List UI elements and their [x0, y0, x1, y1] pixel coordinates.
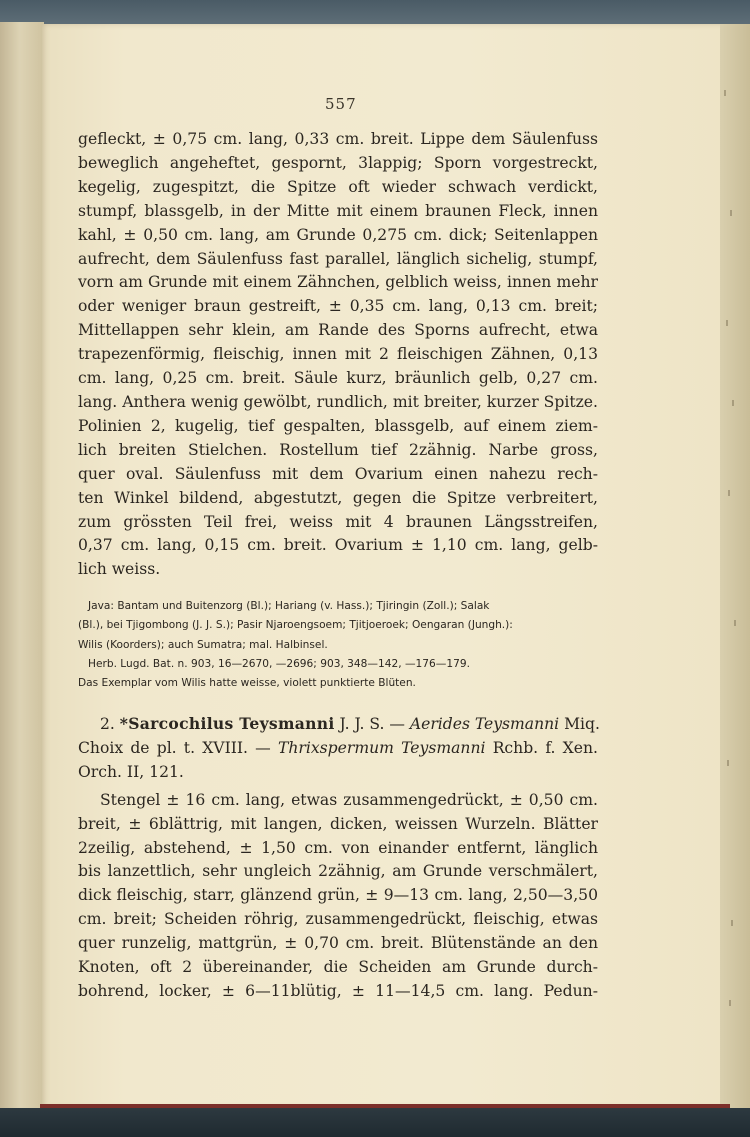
- description-paragraph-2: [78, 789, 598, 1004]
- text-line: lich breiten Stielchen. Rostellum tief 2zähnig. Narbe gross,: [78, 440, 598, 459]
- book-gutter: [0, 22, 44, 1112]
- herbarium-line: Herb. Lugd. Bat. n. 903, 16—2670, —2696; 903, 348—142, —176—179.: [88, 657, 470, 670]
- synonym-author: Miq.: [564, 715, 600, 733]
- text-line: ten Winkel bildend, abgestutzt, gegen die Spitze verbreitert,: [78, 488, 598, 507]
- text-line: breit, ± 6blättrig, mit langen, dicken, weissen Wurzeln. Blätter: [78, 814, 598, 833]
- text-line: kegelig, zugespitzt, die Spitze oft wieder schwach verdickt,: [78, 177, 598, 196]
- text-line: trapezenförmig, fleischig, innen mit 2 fleischigen Zähnen, 0,13: [78, 345, 598, 364]
- species-entry-2: [78, 712, 598, 1004]
- heading-line-3: Orch. II, 121.: [78, 762, 184, 781]
- top-edge-shadow: [0, 0, 750, 26]
- distribution-notes: [78, 597, 598, 693]
- distribution-line: (Bl.), bei Tjigombong (J. J. S.); Pasir Njaroengsoem; Tjitjoeroek; Oengaran (Jungh.):: [78, 619, 513, 632]
- text-line: zum grössten Teil frei, weiss mit 4 braunen Längsstreifen,: [78, 512, 598, 531]
- text-line: aufrecht, dem Säulenfuss fast parallel, länglich sichelig, stumpf,: [78, 249, 598, 268]
- text-line: gefleckt, ± 0,75 cm. lang, 0,33 cm. breit. Lippe dem Säulenfuss: [78, 130, 598, 148]
- reference-text: Rchb. f. Xen.: [492, 738, 598, 757]
- text-line: cm. lang, 0,25 cm. breit. Säule kurz, bräunlich gelb, 0,27 cm.: [78, 369, 598, 388]
- synonym-name: Aerides Teysmanni: [409, 715, 560, 733]
- text-line: quer runzelig, mattgrün, ± 0,70 cm. breit. Blütenstände an den: [78, 934, 598, 953]
- text-line: bis lanzettlich, sehr ungleich 2zähnig, am Grunde verschmälert,: [78, 862, 598, 881]
- text-line: stumpf, blassgelb, in der Mitte mit einem braunen Fleck, innen: [78, 201, 598, 220]
- text-line: Stengel ± 16 cm. lang, etwas zusammengedrückt, ± 0,50 cm.: [100, 790, 598, 809]
- page-number: 557: [325, 95, 357, 113]
- species-author: J. J. S. —: [339, 715, 405, 733]
- text-line: Mittellappen sehr klein, am Rande des Sporns aufrecht, etwa: [78, 321, 598, 340]
- distribution-line: Wilis (Koorders); auch Sumatra; mal. Halbinsel.: [78, 638, 328, 651]
- flower-note-line: Das Exemplar vom Wilis hatte weisse, violett punktierte Blüten.: [78, 677, 416, 690]
- text-line: Polinien 2, kugelig, tief gespalten, blassgelb, auf einem ziem-: [78, 416, 598, 435]
- text-line: Knoten, oft 2 übereinander, die Scheiden am Grunde durch-: [78, 958, 598, 977]
- text-line: kahl, ± 0,50 cm. lang, am Grunde 0,275 cm. dick; Seitenlappen: [78, 225, 598, 244]
- text-line: lang. Anthera wenig gewölbt, rundlich, mit breiter, kurzer Spitze.: [78, 392, 598, 411]
- description-paragraph-1: [78, 128, 598, 582]
- text-line: quer oval. Säulenfuss mit dem Ovarium einen nahezu rech-: [78, 464, 598, 483]
- heading-line-2: [78, 737, 598, 761]
- bottom-edge-shadow: [0, 1108, 750, 1137]
- distribution-line: Java: Bantam und Buitenzorg (Bl.); Hariang (v. Hass.); Tjiringin (Zoll.); Salak: [88, 600, 490, 612]
- text-line: dick fleischig, starr, glänzend grün, ± 9—13 cm. lang, 2,50—3,50: [78, 886, 598, 905]
- text-line: 2zeilig, abstehend, ± 1,50 cm. von einander entfernt, länglich: [78, 838, 598, 857]
- text-line: oder weniger braun gestreift, ± 0,35 cm. lang, 0,13 cm. breit;: [78, 297, 598, 316]
- text-line: beweglich angeheftet, gespornt, 3lappig; Sporn vorgestreckt,: [78, 153, 598, 172]
- margin-specks: [724, 60, 744, 1060]
- text-line: bohrend, locker, ± 6—11blütig, ± 11—14,5 cm. lang. Pedun-: [78, 981, 598, 1000]
- species-heading: [78, 712, 600, 737]
- species-name: *Sarcochilus Teysmanni: [119, 714, 335, 733]
- species-number: 2.: [99, 715, 115, 733]
- text-line: lich weiss.: [78, 560, 161, 579]
- synonym-name: Thrixspermum Teysmanni: [277, 738, 486, 757]
- reference-text: Choix de pl. t. XVIII. —: [78, 738, 271, 757]
- text-line: 0,37 cm. lang, 0,15 cm. breit. Ovarium ± 1,10 cm. lang, gelb-: [78, 536, 598, 555]
- text-line: vorn am Grunde mit einem Zähnchen, gelblich weiss, innen mehr: [78, 273, 598, 292]
- text-line: cm. breit; Scheiden röhrig, zusammengedrückt, fleischig, etwas: [78, 910, 598, 929]
